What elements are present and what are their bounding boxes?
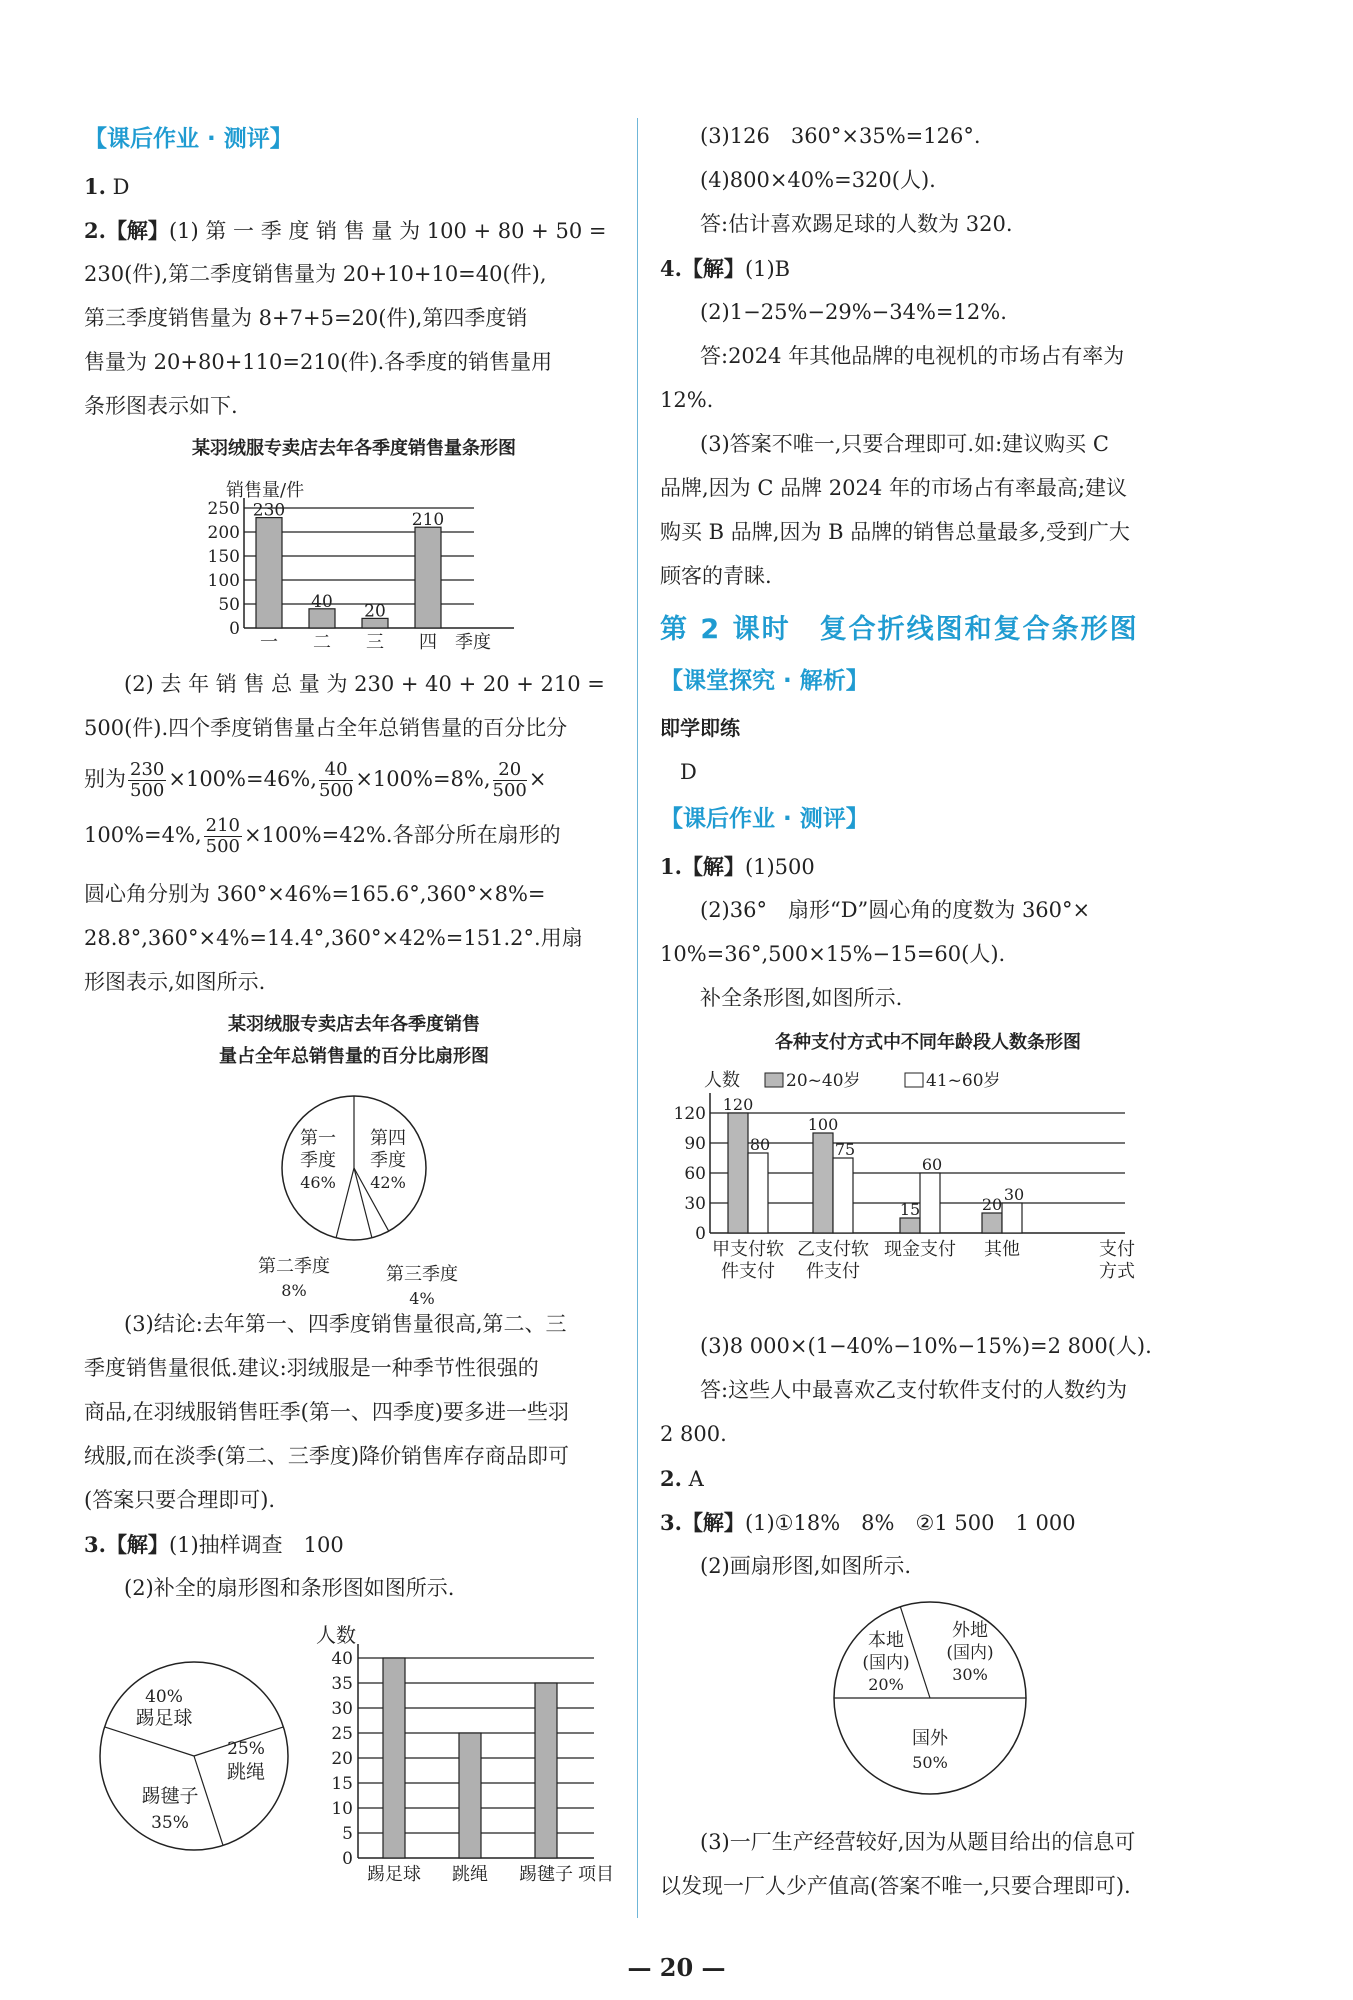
numerator: 230 [130,759,165,780]
slice-label: 季度 [370,1150,406,1171]
slice-label: 本地 [868,1630,904,1651]
data-label: 100 [807,1115,839,1134]
slice-label: 第四 [370,1128,406,1149]
slice-label: 踢足球 [135,1707,193,1729]
text-line: (答案只要合理即可). [84,1488,276,1512]
y-tick-label: 0 [695,1224,706,1244]
legend-swatch [905,1073,923,1087]
answer: D [680,760,697,784]
slice-label: (国内) [862,1653,910,1673]
denominator: 500 [492,779,527,801]
x-tick-label: 现金支付 [884,1239,956,1260]
question-number: 2. [660,1466,682,1491]
text-line: 28.8°,360°×4%=14.4°,360°×42%=151.2°.用扇 [84,926,583,950]
text-line: 顾客的青睐. [660,564,772,588]
data-label: 40 [311,591,333,612]
slice-percent: 50% [912,1753,948,1772]
payment-method-bar-chart [660,1068,1196,1318]
text-line: 2 800. [660,1422,727,1446]
chart-title: 某羽绒服专卖店去年各季度销售量条形图 [192,438,516,459]
question-number: 3. [84,1532,106,1557]
fraction [493,760,527,801]
slice-label: 国外 [912,1728,948,1749]
solution-tag: 【解】 [681,256,745,281]
text-line: 补全条形图,如图所示. [700,986,903,1010]
text-line: (3)结论:去年第一、四季度销售量很高,第二、三 [124,1312,567,1336]
y-tick-label: 15 [331,1774,353,1794]
slice-percent: 35% [151,1813,189,1833]
answer: A [688,1467,704,1491]
text-line: (2)1−25%−29%−34%=12%. [700,300,1007,324]
y-axis-label: 销售量/件 [226,480,305,501]
text-line: 条形图表示如下. [84,394,238,418]
y-tick-label: 0 [229,619,240,639]
slice-label: 第一 [300,1128,336,1149]
x-tick-label: 其他 [984,1239,1020,1260]
bar [256,518,282,628]
fraction-line [84,760,547,801]
fraction [128,760,166,801]
slice-label: 踢毽子 [141,1785,199,1807]
quarterly-sales-bar-chart [174,478,534,658]
solution-tag: 【解】 [105,218,169,243]
question-number: 1. [660,854,682,879]
question-1 [84,176,129,198]
x-axis-label: 季度 [455,632,491,653]
slice-percent: 46% [300,1173,336,1192]
section-heading: 【课堂探究 · 解析】 [660,668,869,694]
fraction [319,760,353,801]
denominator: 500 [318,779,354,801]
denominator: 500 [205,835,240,857]
section-heading: 【课后作业 · 测评】 [84,126,293,152]
y-tick-label: 20 [331,1749,353,1769]
slice-percent: 40% [145,1687,183,1707]
text-line: 答:2024 年其他品牌的电视机的市场占有率为 [700,344,1125,368]
slice-label: 第二季度 [258,1256,330,1277]
question-number: 4. [660,256,682,281]
bar [535,1683,557,1858]
text-line: 答:估计喜欢踢足球的人数为 320. [700,212,1013,236]
y-tick-label: 30 [684,1194,706,1214]
question-number: 2. [84,218,106,243]
text-line: 12%. [660,388,714,412]
text-line: 以发现一厂人少产值高(答案不唯一,只要合理即可). [660,1874,1131,1898]
slice-label: 第三季度 [386,1264,458,1285]
y-tick-label: 200 [207,523,240,543]
bar [459,1733,481,1858]
data-label: 75 [834,1140,856,1159]
x-tick-label: 乙支付软 [797,1239,869,1260]
origin-pie-chart [820,1598,1040,1808]
slice-percent: 8% [281,1281,307,1300]
text-line: (1)①18% 8% ②1 500 1 000 [744,1511,1076,1535]
y-tick-label: 120 [673,1104,706,1124]
question-4-line-1 [660,258,790,280]
slice-percent: 42% [370,1173,406,1192]
bar [383,1658,405,1858]
slice-percent: 20% [868,1675,904,1694]
fraction-line [84,816,561,857]
r-question-1-line-1 [660,856,815,878]
text-line: (2)画扇形图,如图所示. [700,1554,912,1578]
x-tick-label: 甲支付软 [712,1239,784,1260]
x-tick-label: 一 [260,632,278,653]
y-tick-label: 250 [207,499,240,519]
text-line: 10%=36°,500×15%−15=60(人). [660,942,1006,966]
x-tick-label: 踢足球 [367,1864,421,1885]
data-label: 15 [899,1200,921,1219]
slice-percent: 4% [409,1289,435,1308]
bar [813,1133,833,1233]
x-tick-label: 二 [313,632,331,653]
numerator: 20 [493,760,527,781]
slice-label: 跳绳 [226,1761,266,1783]
text-line: (3)一厂生产经营较好,因为从题目给出的信息可 [700,1830,1136,1854]
chart-title: 量占全年总销售量的百分比扇形图 [219,1046,489,1067]
y-tick-label: 40 [331,1649,353,1669]
y-axis-label: 人数 [316,1623,356,1647]
legend-swatch [765,1073,783,1087]
slice-label: (国内) [946,1643,994,1663]
data-label: 30 [1003,1185,1025,1204]
r-question-2 [660,1468,704,1490]
text-line: (4)800×40%=320(人). [700,168,936,192]
slice-label: 外地 [952,1620,988,1641]
y-tick-label: 35 [331,1674,353,1694]
data-label: 20 [981,1195,1003,1214]
text-line: 形图表示,如图所示. [84,970,266,994]
y-tick-label: 25 [331,1724,353,1744]
data-label: 120 [722,1095,754,1114]
y-tick-label: 10 [331,1799,353,1819]
question-number: 1. [84,174,106,199]
activity-pie-chart [84,1648,304,1868]
data-label: 210 [411,510,445,531]
page-number: — 20 — [627,1953,726,1982]
x-axis-label: 项目 [578,1864,614,1885]
quarterly-share-pie-chart [194,1086,514,1308]
bar [748,1153,768,1233]
bar [982,1213,1002,1233]
sub-heading: 即学即练 [660,716,740,740]
y-tick-label: 50 [218,595,240,615]
text-line: (1)抽样调查 100 [168,1533,344,1557]
text-line: 230(件),第二季度销售量为 20+10+10=40(件), [84,262,547,286]
r-question-3-line-1 [660,1512,1076,1534]
y-tick-label: 5 [342,1824,353,1844]
y-tick-label: 30 [331,1699,353,1719]
text-line: 第三季度销售量为 8+7+5=20(件),第四季度销 [84,306,528,330]
text-line: 答:这些人中最喜欢乙支付软件支付的人数约为 [700,1378,1128,1402]
bar [900,1218,920,1233]
text-line: (3)8 000×(1−40%−10%−15%)=2 800(人). [700,1334,1152,1358]
x-tick-label: 三 [366,632,384,653]
x-tick-label: 件支付 [806,1261,860,1282]
lesson-title: 第 2 课时 复合折线图和复合条形图 [660,614,1139,645]
text-line: (1) 第 一 季 度 销 售 量 为 100 + 80 + 50 = [168,219,607,243]
text: ×100%=46%, [168,766,317,791]
denominator: 500 [130,779,165,801]
data-label: 60 [921,1155,943,1174]
fraction [204,816,242,857]
text-line: 售量为 20+80+110=210(件).各季度的销售量用 [84,350,553,374]
solution-tag: 【解】 [681,1510,745,1535]
legend-label: 20~40岁 [786,1071,861,1091]
slice-percent: 25% [227,1739,265,1759]
slice-label: 季度 [300,1150,336,1171]
question-2-line-1 [84,220,606,242]
text: 100%=4%, [84,822,202,847]
y-axis-label: 人数 [704,1070,740,1091]
text: × [528,766,547,791]
text-line: 购买 B 品牌,因为 B 品牌的销售总量最多,受到广大 [660,520,1130,544]
y-tick-label: 100 [207,571,240,591]
numerator: 210 [205,815,240,836]
x-axis-label: 方式 [1099,1261,1135,1282]
data-label: 80 [749,1135,771,1154]
bar [833,1158,853,1233]
question-number: 3. [660,1510,682,1535]
numerator: 40 [319,760,353,781]
y-tick-label: 60 [684,1164,706,1184]
x-tick-label: 踢毽子 [519,1864,573,1885]
text-line: 绒服,而在淡季(第二、三季度)降价销售库存商品即可 [84,1444,570,1468]
text-line: (2)补全的扇形图和条形图如图所示. [124,1576,455,1600]
chart-title: 各种支付方式中不同年龄段人数条形图 [775,1032,1081,1053]
chart-title: 某羽绒服专卖店去年各季度销售 [228,1014,480,1035]
text: ×100%=42%.各部分所在扇形的 [243,822,561,847]
solution-tag: 【解】 [105,1532,169,1557]
text-line: (2) 去 年 销 售 总 量 为 230 + 40 + 20 + 210 = [124,672,605,696]
x-axis-label: 支付 [1099,1239,1135,1260]
text-line: 圆心角分别为 360°×46%=165.6°,360°×8%= [84,882,546,906]
column-divider [637,118,638,1918]
bar [728,1113,748,1233]
x-tick-label: 跳绳 [452,1864,488,1885]
legend-label: 41~60岁 [926,1071,1001,1091]
text-line: 品牌,因为 C 品牌 2024 年的市场占有率最高;建议 [660,476,1127,500]
section-heading: 【课后作业 · 测评】 [660,806,869,832]
x-tick-label: 件支付 [721,1261,775,1282]
y-tick-label: 90 [684,1134,706,1154]
x-tick-label: 四 [419,632,437,653]
text-line: (1)B [744,257,791,281]
text: 别为 [84,766,126,791]
text-line: 商品,在羽绒服销售旺季(第一、四季度)要多进一些羽 [84,1400,570,1424]
slice-percent: 30% [952,1665,988,1684]
y-tick-label: 150 [207,547,240,567]
text: ×100%=8%, [355,766,491,791]
data-label: 20 [364,601,386,622]
bar [415,527,441,628]
y-tick-label: 0 [342,1849,353,1869]
bar [920,1173,940,1233]
text-line: 500(件).四个季度销售量占全年总销售量的百分比分 [84,716,568,740]
text-line: (2)36° 扇形“D”圆心角的度数为 360°× [700,898,1091,922]
text-line: 季度销售量很低.建议:羽绒服是一种季节性很强的 [84,1356,539,1380]
text-line: (3)126 360°×35%=126°. [700,124,981,148]
activity-bar-chart [304,1618,624,1898]
data-label: 230 [252,500,286,521]
bar [1002,1203,1022,1233]
answer: D [112,175,130,199]
text-line: (1)500 [744,855,815,879]
question-3-line-1 [84,1534,344,1556]
solution-tag: 【解】 [681,854,745,879]
text-line: (3)答案不唯一,只要合理即可.如:建议购买 C [700,432,1109,456]
